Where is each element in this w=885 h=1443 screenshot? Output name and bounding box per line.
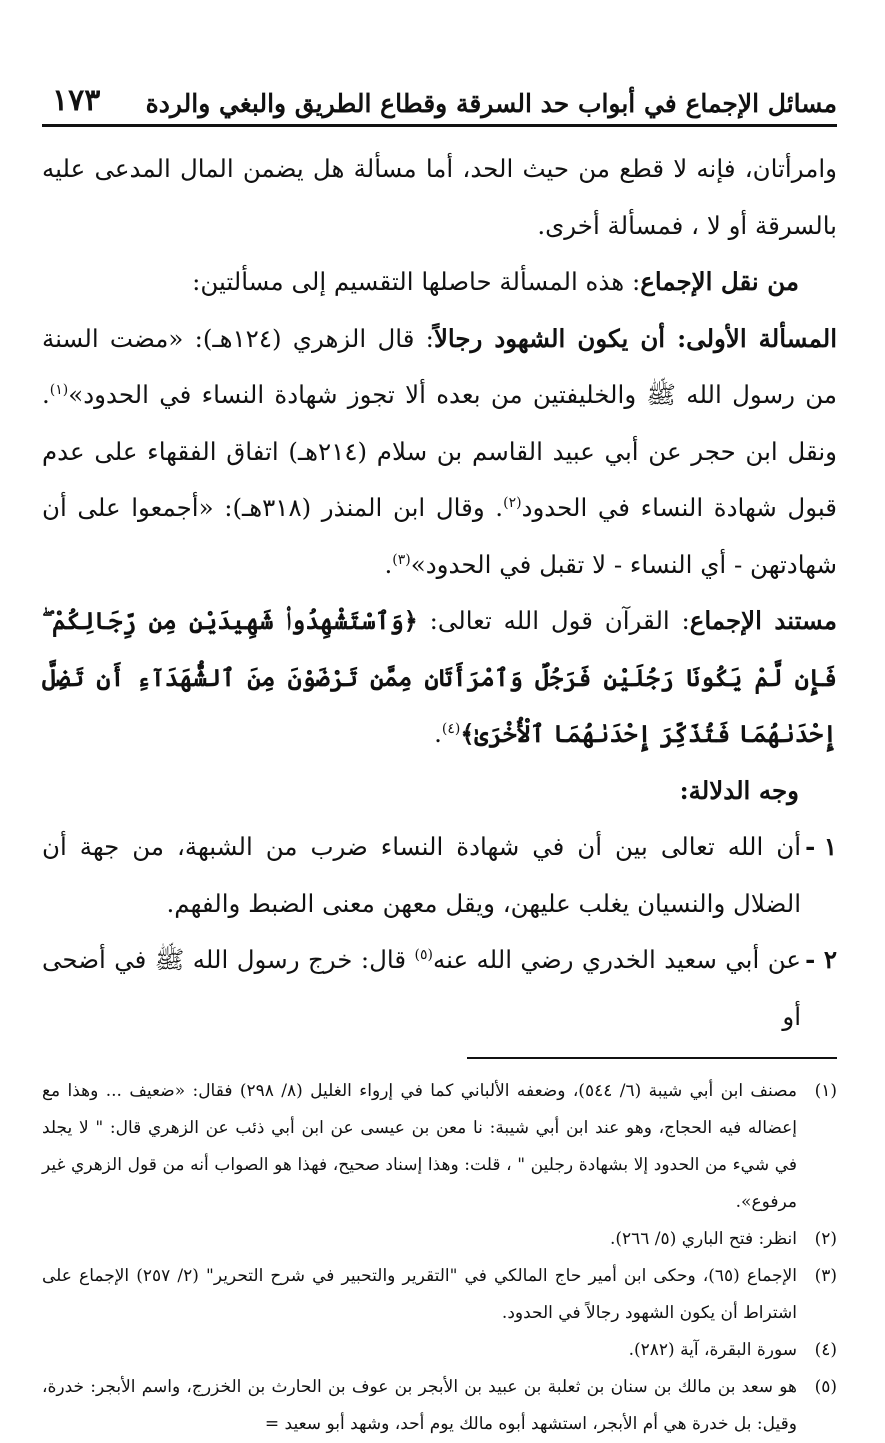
header-title: مسائل الإجماع في أبواب حد السرقة وقطاع الطريق والبغي والردة bbox=[145, 89, 837, 118]
footnotes bbox=[42, 1073, 837, 1443]
paragraph-3-text-2: . ونقل ابن حجر عن أبي عبيد القاسم بن سلام (٢١٤هـ) اتفاق الفقهاء على عدم قبول شهادة النساء في الحدود bbox=[42, 380, 837, 522]
paragraph-2 bbox=[42, 254, 837, 311]
footnote-3 bbox=[42, 1258, 837, 1332]
quran-verse: ﴿وَٱسْتَشْهِدُوا۟ شَهِيدَيْنِ مِن رِّجَالِكُمْ ۖ فَإِن لَّمْ يَكُونَا رَجُلَيْنِ فَرَجُلٌ وَٱمْرَأَتَانِ مِمَّن تَرْضَوْنَ مِنَ ٱلشُّهَدَآءِ أَن تَضِلَّ إِحْدَىٰهُمَا فَتُذَكِّرَ إِحْدَىٰهُمَا ٱلْأُخْرَىٰ﴾ bbox=[42, 606, 837, 748]
paragraph-3-text-3: . وقال ابن المنذر (٣١٨هـ): «أجمعوا على أن شهادتهن - أي النساء - لا تقبل في الحدود» bbox=[42, 493, 837, 579]
footnote-ref-4[interactable]: (٤) bbox=[441, 720, 461, 737]
paragraph-1: وامرأتان، فإنه لا قطع من حيث الحد، أما مسألة هل يضمن المال المدعى عليه بالسرقة أو لا ، فمسألة أخرى. bbox=[42, 154, 837, 240]
footnote-text: مصنف ابن أبي شيبة (٦/ ٥٤٤)، وضعفه الألباني كما في إرواء الغليل (٨/ ٢٩٨) فقال: «ضعيف ... وهذا مع إعضاله فيه الحجاج، وهو عند ابن أبي شيبة: نا معن بن عيسى عن ابن أبي ذئب عن الزهري قال: " لا يجلد في شيء من الحدود إلا بشهادة رجلين " ، قلت: وهذا إسناد صحيح، فهذا هو الصواب أنه من قول الزهري غير مرفوع». bbox=[42, 1081, 797, 1212]
footnote-text: الإجماع (٦٥)، وحكى ابن أمير حاج المالكي في "التقرير والتحبير في شرح التحرير" (٢/ ٢٥٧) الإجماع على اشتراط أن يكون الشهود رجالاً في الحدود. bbox=[42, 1266, 797, 1323]
footnote-number: (٤) bbox=[814, 1340, 837, 1360]
list-item-2 bbox=[42, 932, 837, 1045]
footnote-ref-1[interactable]: (١) bbox=[49, 381, 69, 398]
footnote-1 bbox=[42, 1073, 837, 1221]
footnote-number: (١) bbox=[814, 1081, 837, 1101]
running-header bbox=[42, 70, 837, 127]
footnote-separator bbox=[467, 1057, 837, 1059]
evidence-heading: وجه الدلالة: bbox=[679, 775, 799, 805]
footnote-5 bbox=[42, 1369, 837, 1443]
list-item-2-number: ٢ - bbox=[805, 945, 837, 974]
section-label-transmission: من نقل الإجماع bbox=[640, 267, 799, 296]
paragraph-4: مستند الإجماع: القرآن قول الله تعالى: ﴿وَٱسْتَشْهِدُوا۟ شَهِيدَيْنِ مِن رِّجَالِكُمْ ۖ فَإِن لَّمْ يَكُونَا رَجُلَيْنِ فَرَجُلٌ وَٱمْرَأَتَانِ مِمَّن تَرْضَوْنَ مِنَ ٱلشُّهَدَآءِ أَن تَضِلَّ إِحْدَىٰهُمَا فَتُذَكِّرَ إِحْدَىٰهُمَا ٱلْأُخْرَىٰ﴾$^{(٤)}$. bbox=[42, 606, 838, 748]
list-item-2-content bbox=[42, 932, 801, 1045]
list-item-1-text: أن الله تعالى بين أن في شهادة النساء ضرب من الشبهة، من جهة أن الضلال والنسيان يغلب عليهن، ويقل معهن معنى الضبط والفهم. bbox=[42, 832, 801, 918]
footnote-number: (٣) bbox=[814, 1266, 837, 1286]
footnote-ref-2[interactable]: (٢) bbox=[503, 494, 522, 511]
footnote-number: (٥) bbox=[814, 1377, 837, 1397]
list-item-1 bbox=[42, 819, 837, 932]
list-item-1-number: ١ - bbox=[805, 832, 837, 861]
footnote-text: سورة البقرة، آية (٢٨٢). bbox=[628, 1340, 797, 1360]
footnote-text: انظر: فتح الباري (٥/ ٢٦٦). bbox=[609, 1229, 797, 1249]
footnote-ref-3[interactable]: (٣) bbox=[392, 551, 411, 568]
footnote-ref-5[interactable]: (٥) bbox=[414, 946, 433, 963]
basis-label: مستند الإجماع bbox=[689, 606, 838, 635]
paragraph-2-text: : هذه المسألة حاصلها التقسيم إلى مسألتين: bbox=[192, 267, 641, 296]
list-item-2-text-b: قال: خرج رسول الله ﷺ في أضحى أو bbox=[42, 945, 801, 1031]
footnote-number: (٢) bbox=[814, 1229, 837, 1249]
paragraph-4-text: : القرآن قول الله تعالى: bbox=[429, 606, 690, 635]
page-number: ١٧٣ bbox=[52, 83, 101, 118]
footnote-2 bbox=[42, 1221, 837, 1258]
footnote-text: هو سعد بن مالك بن سنان بن ثعلبة بن عبيد بن الأبجر بن عوف بن الحارث بن الخزرج، واسم الأبجر: خدرة، وقيل: بل خدرة هي أم الأبجر، استشهد أبوه مالك يوم أحد، وشهد أبو سعيد = bbox=[42, 1377, 797, 1434]
main-text bbox=[42, 141, 837, 1045]
list-item-2-text-a: عن أبي سعيد الخدري رضي الله عنه bbox=[432, 945, 801, 974]
paragraph-3-text-1: : قال الزهري (١٢٤هـ): «مضت السنة من رسول الله ﷺ والخليفتين من بعده ألا تجوز شهادة النساء في الحدود» bbox=[42, 323, 837, 409]
footnote-4 bbox=[42, 1332, 837, 1369]
paragraph-3: المسألة الأولى: أن يكون الشهود رجالاً: قال الزهري (١٢٤هـ): «مضت السنة من رسول الله ﷺ والخليفتين من بعده ألا تجوز شهادة النساء في الحدود»$^{(١)}$. ونقل ابن حجر عن أبي عبيد القاسم بن سلام (٢١٤هـ) اتفاق الفقهاء على عدم قبول شهادة النساء في الحدود$^{(٢)}$. وقال ابن المنذر (٣١٨هـ): «أجمعوا على أن شهادتهن - أي النساء - لا تقبل في الحدود»$^{(٣)}$. bbox=[42, 323, 838, 579]
first-issue-label: المسألة الأولى: أن يكون الشهود رجالاً bbox=[433, 323, 838, 353]
